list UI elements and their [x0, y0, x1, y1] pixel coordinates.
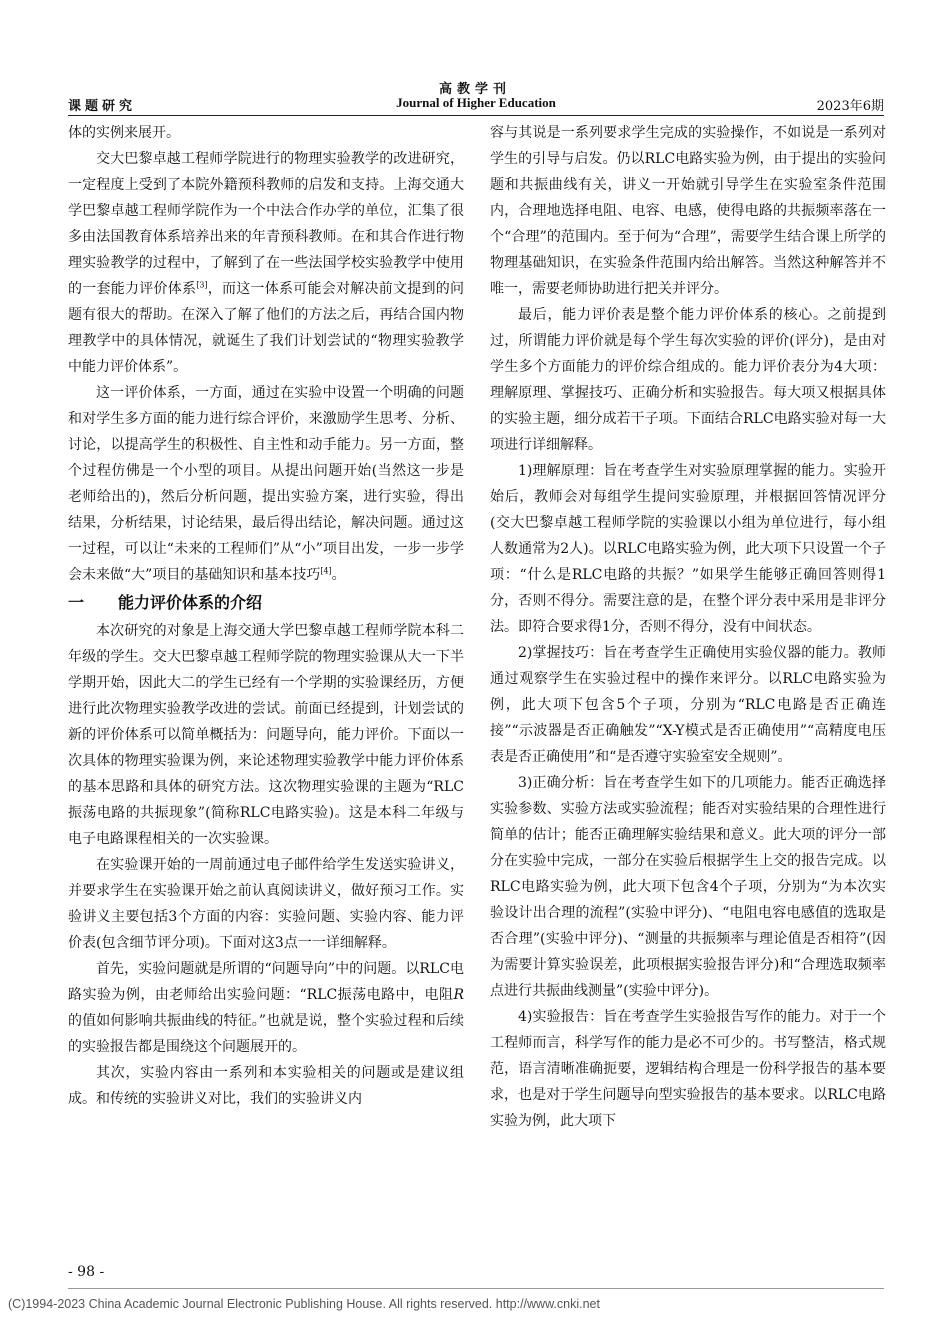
- header-rule: [68, 115, 884, 116]
- text-run: ，而这一体系可能会对解决前文提到的问题有很大的帮助。在深入了解了他们的方法之后，再结合国内物理教学中的具体情况，就诞生了我们计划尝试的“物理实验教学中能力评价体系”。: [68, 281, 464, 375]
- paragraph: 最后，能力评价表是整个能力评价体系的核心。之前提到过，所谓能力评价就是每个学生每次实验的评价(评分)，是由对学生多个方面能力的评价综合组成的。能力评价表分为4大项：理解原理、掌握技巧、正确分析和实验报告。每大项又根据具体的实验主题，细分成若干子项。下面结合RLC电路实验对每一大项进行详细解释。: [490, 307, 886, 453]
- issue-label: 2023年6期: [816, 99, 884, 114]
- paragraph: [68, 146, 464, 380]
- text-run: 交大巴黎卓越工程师学院进行的物理实验教学的改进研究，一定程度上受到了本院外籍预科教师的启发和支持。上海交通大学巴黎卓越工程师学院作为一个中法合作办学的单位，汇集了很多由法国教育体系培养出来的年青预科教师。在和其合作进行物理实验教学的过程中，了解到了在一些法国学校实验教学中使用的一套能力评价体系: [68, 151, 464, 297]
- left-column: [68, 120, 464, 1112]
- text-run: 这一评价体系，一方面，通过在实验中设置一个明确的问题和对学生多方面的能力进行综合评价，来激励学生思考、分析、讨论，以提高学生的积极性、自主性和动手能力。另一方面，整个过程仿佛是一个小型的项目。从提出问题开始(当然这一步是老师给出的)，然后分析问题，提出实验方案，进行实验，得出结果，分析结果，讨论结果，最后得出结论，解决问题。通过这一过程，可以让“未来的工程师们”从“小”项目出发，一步一步学会未来做“大”项目的基础知识和基本技巧: [68, 385, 464, 583]
- text-run: 。: [331, 567, 346, 583]
- paragraph: 4)实验报告：旨在考查学生实验报告写作的能力。对于一个工程师而言，科学写作的能力是必不可少的。书写整洁，格式规范，语言清晰准确扼要，逻辑结构合理是一份科学报告的基本要求，也是对于学生问题导向型实验报告的基本要求。以RLC电路实验为例，此大项下: [490, 1009, 886, 1129]
- right-column: [490, 120, 886, 1134]
- section-label: 课题研究: [68, 99, 137, 114]
- copyright-notice: (C)1994-2023 China Academic Journal Electronic Publishing House. All rights reserved. http://www.cnki.net: [8, 1297, 600, 1311]
- section-title: 能力评价体系的介绍: [118, 593, 263, 612]
- section-number: 一: [68, 593, 85, 612]
- journal-title: 高教学刊: [438, 82, 511, 97]
- paragraph: 本次研究的对象是上海交通大学巴黎卓越工程师学院本科二年级的学生。交大巴黎卓越工程师学院的物理实验课从大一下半学期开始，因此大二的学生已经有一个学期的实验课经历，方便进行此次物理实验教学改进的尝试。前面已经提到，计划尝试的新的评价体系可以简单概括为：问题导向，能力评价。下面以一次具体的物理实验课为例，来论述物理实验教学中能力评价体系的基本思路和具体的研究方法。这次物理实验课的主题为“RLC振荡电路的共振现象”(简称RLC电路实验)。这是本科二年级与电子电路课程相关的一次实验课。: [68, 623, 464, 847]
- text-run: 的值如何影响共振曲线的特征。”也就是说，整个实验过程和后续的实验报告都是围绕这个问题展开的。: [68, 1013, 464, 1055]
- page-number: - 98 -: [68, 1264, 105, 1280]
- footer-rule: [68, 1288, 884, 1289]
- citation-ref: [3]: [196, 280, 208, 290]
- page-header: [68, 95, 884, 115]
- paragraph: 2)掌握技巧：旨在考查学生正确使用实验仪器的能力。教师通过观察学生在实验过程中的操作来评分。以RLC电路实验为例，此大项下包含5个子项，分别为“RLC电路是否正确连接”“示波器是否正确触发”“X-Y模式是否正确使用”“高精度电压表是否正确使用”和“是否遵守实验室安全规则”。: [490, 645, 886, 765]
- paragraph: 在实验课开始的一周前通过电子邮件给学生发送实验讲义，并要求学生在实验课开始之前认真阅读讲义，做好预习工作。实验讲义主要包括3个方面的内容：实验问题、实验内容、能力评价表(包含细节评分项)。下面对这3点一一详细解释。: [68, 857, 464, 951]
- variable-r: R: [453, 987, 464, 1003]
- paragraph: [68, 956, 464, 1060]
- paragraph: 其次，实验内容由一系列和本实验相关的问题或是建议组成。和传统的实验讲义对比，我们的实验讲义内: [68, 1065, 464, 1107]
- paragraph: 体的实例来展开。: [68, 125, 180, 141]
- paragraph: 1)理解原理：旨在考查学生对实验原理掌握的能力。实验开始后，教师会对每组学生提问实验原理，并根据回答情况评分(交大巴黎卓越工程师学院的实验课以小组为单位进行，每小组人数通常为2人)。以RLC电路实验为例，此大项下只设置一个子项：“什么是RLC电路的共振？”如果学生能够正确回答则得1分，否则不得分。需要注意的是，在整个评分表中采用是非评分法。即符合要求得1分，否则不得分，没有中间状态。: [490, 463, 886, 635]
- paragraph: 3)正确分析：旨在考查学生如下的几项能力。能否正确选择实验参数、实验方法或实验流程；能否对实验结果的合理性进行简单的估计；能否正确理解实验结果和意义。此大项的评分一部分在实验中完成，一部分在实验后根据学生上交的报告完成。以RLC电路实验为例，此大项下包含4个子项，分别为“为本次实验设计出合理的流程”(实验中评分)、“电阻电容电感值的选取是否合理”(实验中评分)、“测量的共振频率与理论值是否相符”(因为需要计算实验误差，此项根据实验报告评分)和“合理选取频率点进行共振曲线测量”(实验中评分)。: [490, 775, 886, 999]
- text-run: 首先，实验问题就是所谓的“问题导向”中的问题。以RLC电路实验为例，由老师给出实验问题：“RLC振荡电路中，电阻: [68, 961, 464, 1003]
- citation-ref: [4]: [320, 566, 332, 576]
- paragraph: [68, 380, 464, 588]
- section-heading: [68, 588, 464, 618]
- paragraph: 容与其说是一系列要求学生完成的实验操作，不如说是一系列对学生的引导与启发。仍以RLC电路实验为例，由于提出的实验问题和共振曲线有关，讲义一开始就引导学生在实验室条件范围内，合理地选择电阻、电容、电感，使得电路的共振频率落在一个“合理”的范围内。至于何为“合理”，需要学生结合课上所学的物理基础知识，在实验条件范围内给出解答。当然这种解答并不唯一，需要老师协助进行把关并评分。: [490, 125, 886, 297]
- journal-name-en: Journal of Higher Education: [396, 95, 556, 110]
